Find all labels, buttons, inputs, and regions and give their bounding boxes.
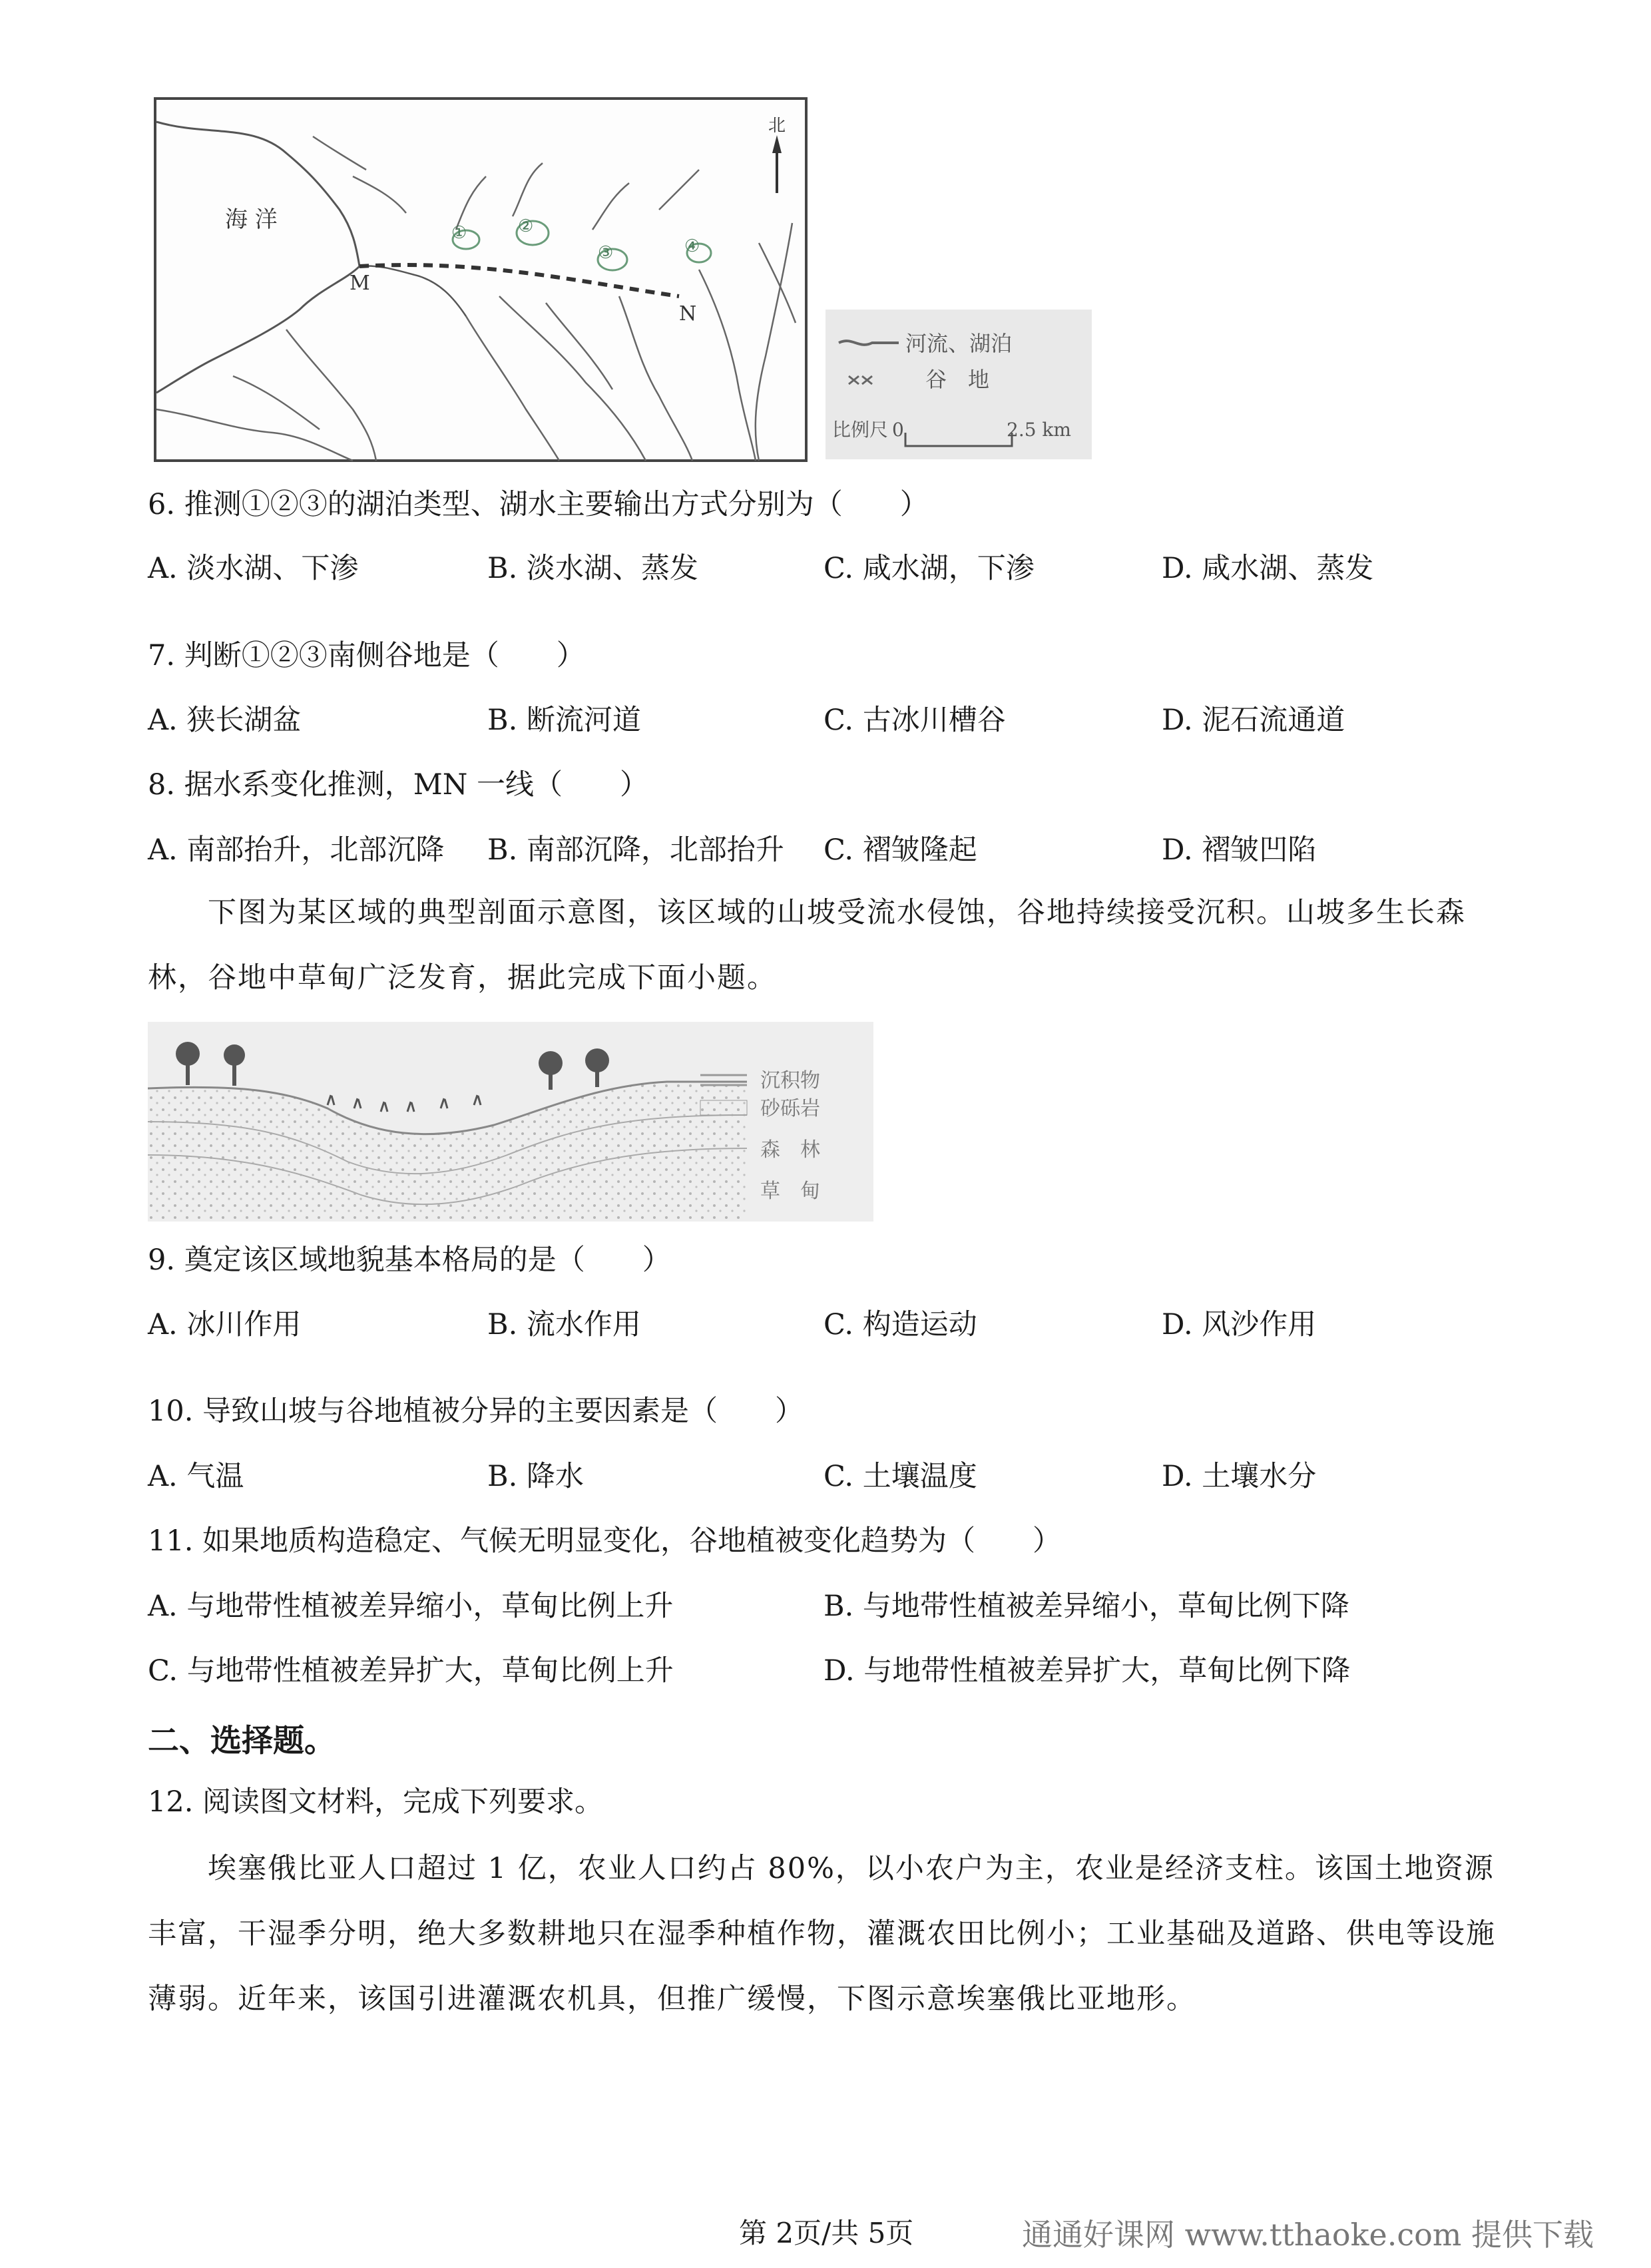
question-6-option-b: B. 淡水湖、蒸发 xyxy=(487,552,698,585)
legend-scale-zero: 0 xyxy=(892,419,904,441)
map-figure-svg xyxy=(153,97,1098,469)
legend-forest: 森 林 xyxy=(760,1138,820,1162)
intro-paragraph-2: 下图为某区域的典型剖面示意图，该区域的山坡受流水侵蚀，谷地持续接受沉积。山坡多生长森林，谷地中草甸广泛发育，据此完成下面小题。 xyxy=(148,896,1466,995)
map-figure xyxy=(153,97,1098,469)
question-8-stem: 8. 据水系变化推测，MN 一线（ ） xyxy=(148,768,649,801)
profile-figure xyxy=(148,1022,873,1222)
profile-figure-svg xyxy=(148,1022,873,1222)
question-8-option-d: D. 褶皱凹陷 xyxy=(1162,833,1317,867)
question-10-option-a: A. 气温 xyxy=(148,1460,244,1493)
question-11-stem: 11. 如果地质构造稳定、气候无明显变化，谷地植被变化趋势为（ ） xyxy=(148,1524,1062,1558)
legend-valley: 谷 地 xyxy=(925,367,990,392)
legend-scale-label: 比例尺 xyxy=(832,419,889,441)
page-number: 第 2页/共 5页 xyxy=(739,2217,914,2249)
question-8-option-b: B. 南部沉降，北部抬升 xyxy=(487,833,784,867)
question-11-option-c: C. 与地带性植被差异扩大，草甸比例上升 xyxy=(148,1654,674,1688)
question-7-option-b: B. 断流河道 xyxy=(487,704,641,737)
question-11-option-b: B. 与地带性植被差异缩小，草甸比例下降 xyxy=(824,1590,1349,1623)
legend-meadow: 草 甸 xyxy=(760,1180,820,1203)
lake-label-1: ① xyxy=(451,223,467,243)
question-6-option-d: D. 咸水湖、蒸发 xyxy=(1162,552,1374,585)
lake-label-3: ③ xyxy=(598,243,614,263)
question-11-option-a: A. 与地带性植被差异缩小，草甸比例上升 xyxy=(148,1590,674,1623)
question-6-option-c: C. 咸水湖，下渗 xyxy=(824,552,1035,585)
question-6-stem: 6. 推测①②③的湖泊类型、湖水主要输出方式分别为（ ） xyxy=(148,488,929,521)
question-7-option-d: D. 泥石流通道 xyxy=(1162,704,1345,737)
question-7-option-a: A. 狭长湖盆 xyxy=(148,704,302,737)
section-title: 二、选择题。 xyxy=(148,1723,336,1759)
question-12-material: 埃塞俄比亚人口超过 1 亿，农业人口约占 80%，以小农户为主，农业是经济支柱。该国土地资源丰富，干湿季分明，绝大多数耕地只在湿季种植作物，灌溉农田比例小；工业基础及道路、供电等设施薄弱。近年来，该国引进灌溉农机具，但推广缓慢，下图示意埃塞俄比亚地形。 xyxy=(148,1852,1496,2016)
watermark: 通通好课网 www.tthaoke.com 提供下载 xyxy=(1022,2217,1594,2253)
question-9-option-c: C. 构造运动 xyxy=(824,1308,977,1341)
question-9-option-a: A. 冰川作用 xyxy=(148,1308,302,1341)
question-10-stem: 10. 导致山坡与谷地植被分异的主要因素是（ ） xyxy=(148,1395,804,1428)
question-9-option-b: B. 流水作用 xyxy=(487,1308,641,1341)
question-11-option-d: D. 与地带性植被差异扩大，草甸比例下降 xyxy=(824,1654,1351,1688)
question-8-option-a: A. 南部抬升，北部沉降 xyxy=(148,833,445,867)
question-10-option-c: C. 土壤温度 xyxy=(824,1460,977,1493)
legend-river-lake: 河流、湖泊 xyxy=(905,331,1013,356)
lake-label-4: ④ xyxy=(684,236,700,256)
question-9-stem: 9. 奠定该区域地貌基本格局的是（ ） xyxy=(148,1244,671,1277)
point-n-label: N xyxy=(679,302,697,326)
legend-sediment: 沉积物 xyxy=(760,1069,820,1092)
map-legend xyxy=(826,310,1092,459)
legend-scale-value: 2.5 km xyxy=(1007,419,1071,441)
map-frame xyxy=(155,99,806,461)
question-12-stem: 12. 阅读图文材料，完成下列要求。 xyxy=(148,1785,604,1819)
question-10-option-b: B. 降水 xyxy=(487,1460,584,1493)
question-10-option-d: D. 土壤水分 xyxy=(1162,1460,1317,1493)
question-9-option-d: D. 风沙作用 xyxy=(1162,1308,1317,1341)
lake-label-2: ② xyxy=(518,216,534,236)
question-8-option-c: C. 褶皱隆起 xyxy=(824,833,977,867)
ocean-label: 海 洋 xyxy=(225,206,278,233)
svg-text:北: 北 xyxy=(768,116,786,136)
point-m-label: M xyxy=(350,272,370,295)
question-7-stem: 7. 判断①②③南侧谷地是（ ） xyxy=(148,639,585,672)
question-6-option-a: A. 淡水湖、下渗 xyxy=(148,552,359,585)
question-7-option-c: C. 古冰川槽谷 xyxy=(824,704,1006,737)
legend-conglomerate: 砂砾岩 xyxy=(760,1097,820,1120)
